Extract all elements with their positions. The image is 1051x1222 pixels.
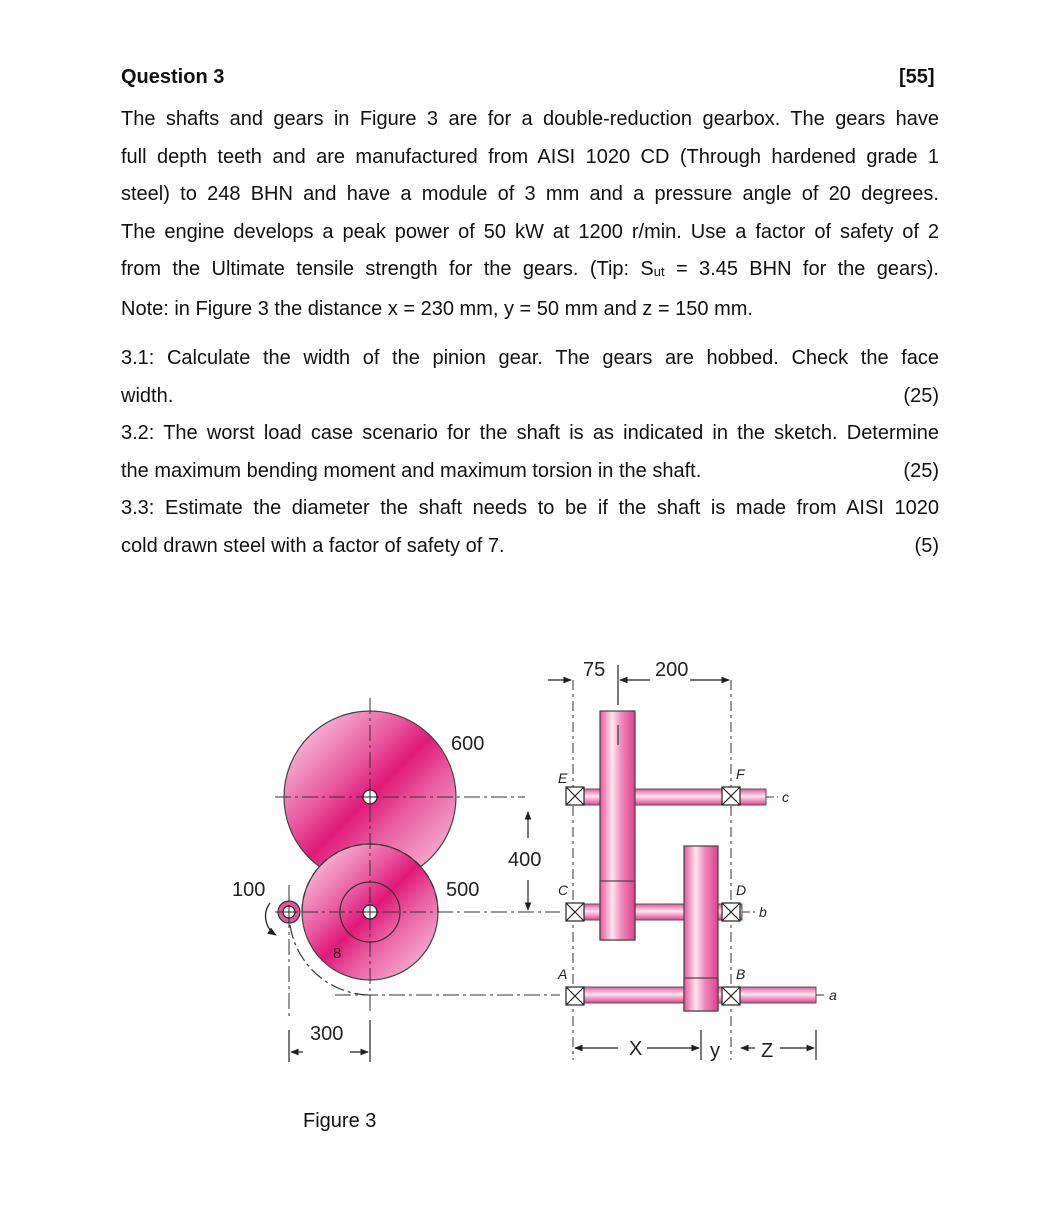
label-500: 500 (446, 879, 480, 901)
side-gears (600, 711, 718, 1011)
label-C: C (558, 882, 569, 898)
part-3-line-2-text: cold drawn steel with a factor of safety of 7. (121, 534, 505, 557)
label-200: 200 (655, 659, 689, 681)
label-b: b (759, 904, 767, 920)
label-400: 400 (508, 849, 542, 871)
label-D: D (736, 882, 747, 898)
intro-line-3: steel) to 248 BHN and have a module of 3 mm and a pressure angle of 20 degrees. (121, 183, 939, 206)
label-A: A (558, 966, 568, 982)
part-1-line-2-text: width. (121, 384, 174, 407)
label-z: Z (761, 1040, 774, 1062)
dim-x-y-z (575, 1030, 816, 1060)
label-E: E (558, 770, 568, 786)
label-300: 300 (310, 1023, 344, 1045)
label-y: y (710, 1040, 720, 1062)
intro-line-1: The shafts and gears in Figure 3 are for a double-reduction gearbox. The gears have (121, 108, 939, 130)
dim-75-200 (548, 665, 729, 705)
intro-line-6: Note: in Figure 3 the distance x = 230 mm, y = 50 mm and z = 150 mm. (121, 297, 753, 320)
question-total-marks: [55] (899, 66, 935, 88)
label-B: B (736, 966, 746, 982)
intro-line-4: The engine develops a peak power of 50 kW at 1200 r/min. Use a factor of safety of 2 (121, 220, 939, 243)
part-1-line-1: 3.1: Calculate the width of the pinion gear. The gears are hobbed. Check the face (121, 347, 939, 369)
label-F: F (736, 766, 745, 782)
label-600: 600 (451, 733, 485, 755)
label-100: 100 (232, 879, 266, 901)
label-x: X (629, 1038, 643, 1060)
intro-line-5-b: = 3.45 BHN for the gears). (664, 258, 939, 281)
label-75: 75 (583, 659, 606, 681)
shaft-end-lines (742, 797, 826, 995)
intro-line-5-a: from the Ultimate tensile strength for the gears. (Tip: S (121, 258, 654, 281)
part-3-marks: (5) (914, 534, 939, 557)
label-8: 8 (333, 945, 342, 962)
question-title: Question 3 (121, 66, 225, 88)
intro-line-5-sub: ut (653, 264, 665, 280)
part-2-line-2-text: the maximum bending moment and maximum torsion in the shaft. (121, 459, 702, 482)
part-1-marks: (25) (903, 384, 939, 407)
part-2-marks: (25) (903, 459, 939, 482)
rotation-arrow (266, 903, 276, 935)
figure-caption: Figure 3 (303, 1110, 377, 1132)
part-2-line-1: 3.2: The worst load case scenario for the shaft is as indicated in the sketch. Determine (121, 422, 939, 445)
label-a: a (829, 987, 837, 1003)
intro-line-2: full depth teeth and are manufactured from AISI 1020 CD (Through hardened grade 1 (121, 145, 939, 168)
label-c: c (782, 789, 789, 805)
part-3-line-1: 3.3: Estimate the diameter the shaft needs to be if the shaft is made from AISI 1020 (121, 497, 939, 520)
